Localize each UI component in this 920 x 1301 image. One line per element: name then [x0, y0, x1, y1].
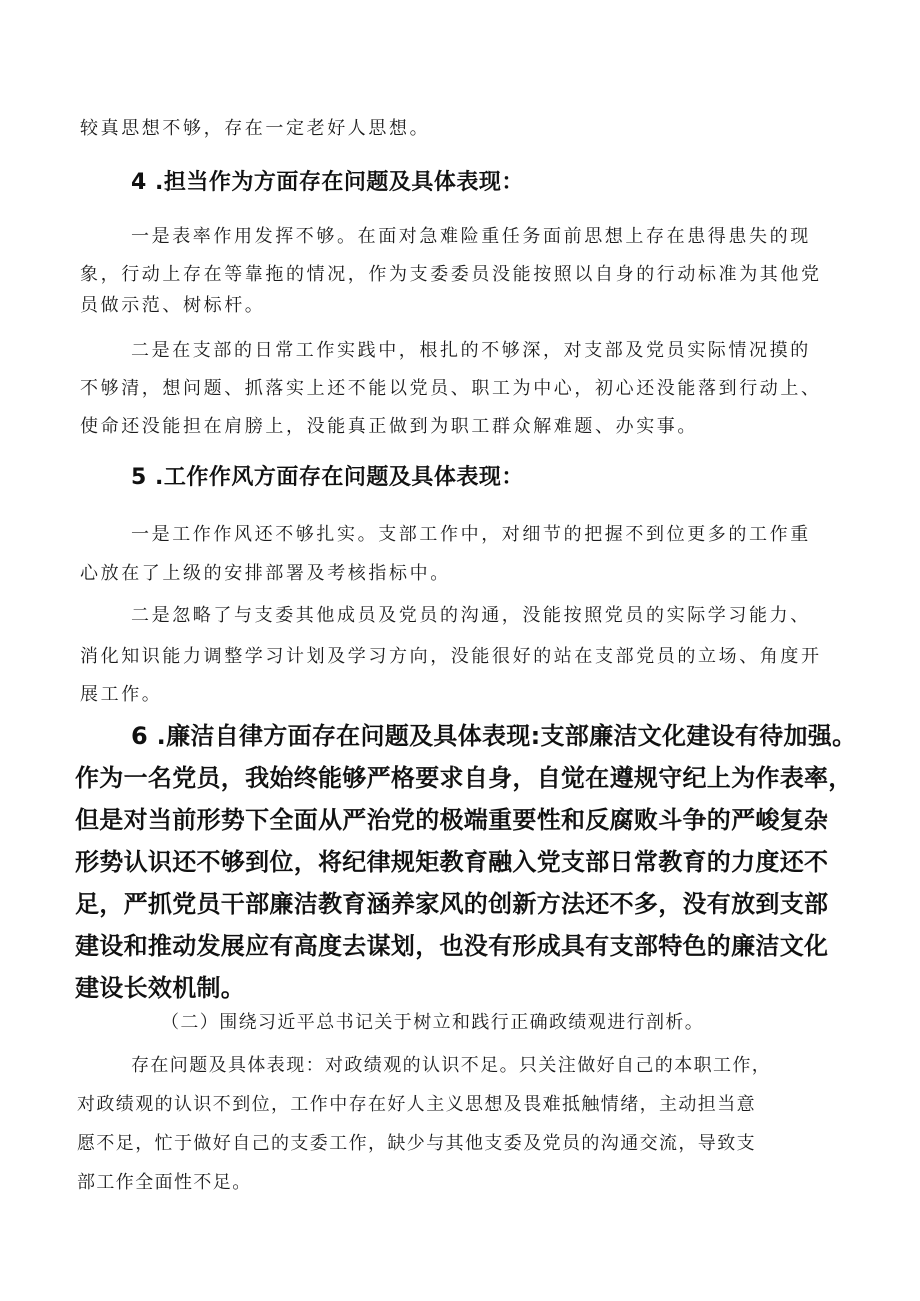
- section-6-line-3: 但是对当前形势下全面从严治党的极端重要性和反腐败斗争的严峻复杂: [75, 806, 829, 834]
- paragraph-intro: 较真思想不够，存在一定老好人思想。: [80, 118, 431, 139]
- section-6-line-6: 建设和推动发展应有高度去谋划，也没有形成具有支部特色的廉洁文化: [75, 932, 829, 960]
- section-4-point-2-line-2: 不够清，想问题、抓落实上还不能以党员、职工为中心，初心还没能落到行动上、: [80, 378, 822, 399]
- section-4-point-2-line-1: 二是在支部的日常工作实践中，根扎的不够深，对支部及党员实际情况摸的: [131, 340, 811, 361]
- section-7-line-1: 存在问题及具体表现：对政绩观的认识不足。只关注做好自己的本职工作，: [131, 1055, 772, 1076]
- section-7-line-3: 愿不足，忙于做好自己的支委工作，缺少与其他支委及党员的沟通交流，导致支: [77, 1133, 756, 1154]
- section-4-point-2-line-3: 使命还没能担在肩膀上，没能真正做到为职工群众解难题、办实事。: [80, 416, 698, 437]
- section-6-line-2: 作为一名党员，我始终能够严格要求自身，自觉在遵规守纪上为作表率，: [75, 764, 853, 792]
- section-4-point-1-line-2: 象，行动上存在等靠拖的情况，作为支委委员没能按照以自身的行动标准为其他党: [80, 264, 822, 285]
- section-6-line-5: 足，严抓党员干部廉洁教育涵养家风的创新方法还不多，没有放到支部: [75, 890, 829, 918]
- subsection-heading-2: （二）围绕习近平总书记关于树立和践行正确政绩观进行剖析。: [161, 1012, 705, 1033]
- section-6-line-4: 形势认识还不够到位，将纪律规矩教育融入党支部日常教育的力度还不: [75, 848, 829, 876]
- heading-section-4: 4 .担当作为方面存在问题及具体表现：: [131, 170, 524, 195]
- section-7-line-4: 部工作全面性不足。: [77, 1172, 252, 1193]
- section-6-line-1: 6 .廉洁自律方面存在问题及具体表现:支部廉洁文化建设有待加强。: [131, 722, 857, 750]
- section-5-point-2-line-2: 消化知识能力调整学习计划及学习方向，没能很好的站在支部党员的立场、角度开: [80, 646, 822, 667]
- section-5-point-1-line-1: 一是工作作风还不够扎实。支部工作中，对细节的把握不到位更多的工作重: [131, 524, 811, 545]
- heading-section-5: 5 .工作作风方面存在问题及具体表现：: [131, 465, 524, 490]
- section-6-line-7: 建设长效机制。: [75, 974, 246, 1002]
- section-5-point-2-line-1: 二是忽略了与支委其他成员及党员的沟通，没能按照党员的实际学习能力、: [131, 605, 811, 626]
- section-5-point-1-line-2: 心放在了上级的安排部署及考核指标中。: [80, 563, 451, 584]
- section-5-point-2-line-3: 展工作。: [80, 684, 163, 705]
- section-4-point-1-line-3: 员做示范、树标杆。: [80, 295, 266, 316]
- section-4-point-1-line-1: 一是表率作用发挥不够。在面对急难险重任务面前思想上存在患得患失的现: [131, 226, 811, 247]
- section-7-line-2: 对政绩观的认识不到位，工作中存在好人主义思想及畏难抵触情绪，主动担当意: [77, 1094, 756, 1115]
